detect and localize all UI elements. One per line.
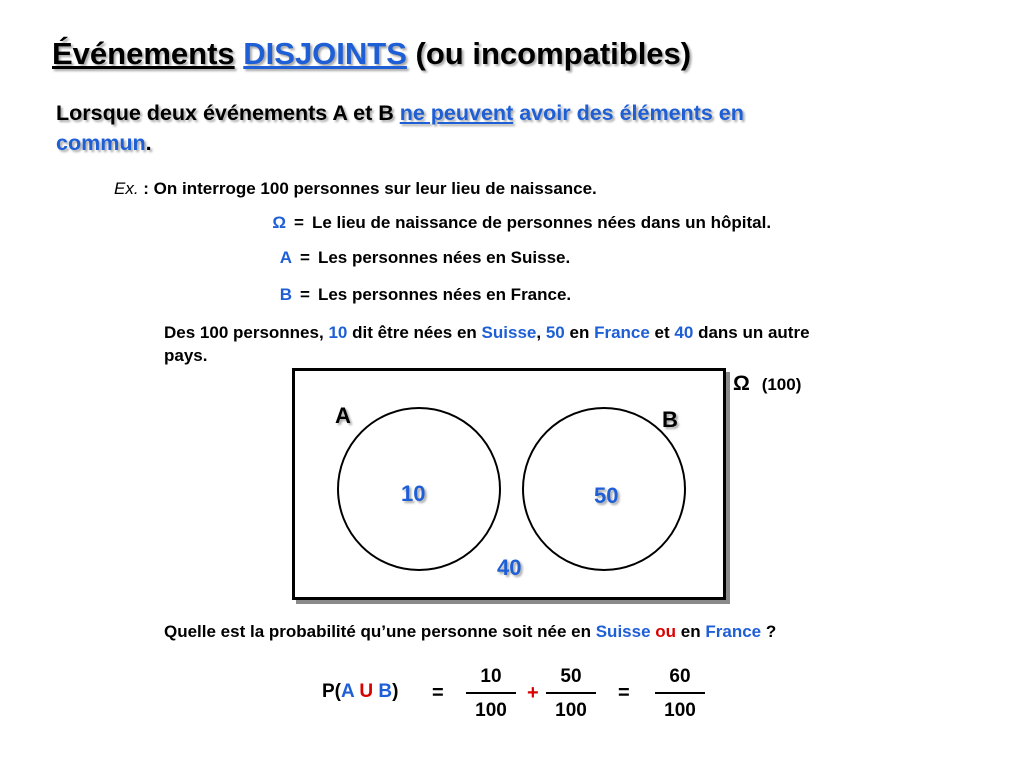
venn-value-a: 10 [401,481,426,506]
a-symbol: A [279,248,292,267]
statement-text: Des 100 personnes, [164,323,324,342]
statement-text: dit être nées en [352,323,477,342]
fraction-denominator: 100 [664,700,696,721]
intro-text [56,98,906,158]
intro-part3: commun [56,131,146,155]
fraction-numerator: 60 [655,666,705,694]
venn-label-b: B [662,407,678,432]
definition-text: Les personnes nées en Suisse. [317,248,571,267]
venn-value-b: 50 [594,483,619,508]
country-france: France [594,323,650,342]
fraction-denominator: 100 [475,700,507,721]
intro-part2: avoir des éléments en [519,101,744,125]
formula-b: B [378,681,393,702]
intro-link: ne peuvent [399,101,514,125]
omega-symbol: Ω [733,372,750,395]
equals-sign: = [300,285,310,304]
fraction-3 [655,666,705,722]
question [164,622,776,642]
statement [164,321,954,367]
example-text: : On interroge 100 personnes sur leur lieu de naissance. [143,179,597,198]
count-france: 50 [545,323,565,342]
definition-omega [264,213,771,233]
question-text: Quelle est la probabilité qu’une personne soit née en [164,622,591,641]
statement-text: , [536,323,542,342]
question-or: ou [655,622,677,641]
country-france: France [705,622,762,641]
fraction-numerator: 50 [546,666,596,694]
definition-a [270,248,570,268]
formula-p-open: P( [322,681,341,702]
venn-diagram [292,368,726,600]
statement-text: et [654,323,670,342]
count-suisse: 10 [328,323,348,342]
country-suisse: Suisse [595,622,651,641]
formula-lhs [322,681,398,703]
slide-title [52,36,691,72]
example-line [114,179,597,199]
definition-text: Les personnes nées en France. [317,285,572,304]
intro-part1: Lorsque deux événements A et B [56,101,394,125]
statement-text: pays. [164,346,208,365]
statement-text: dans un autre [698,323,810,342]
title-highlight: DISJOINTS [243,36,407,71]
equals-sign: = [300,248,310,267]
formula-equals-1: = [432,682,444,704]
formula-p-close: ) [392,681,399,702]
fraction-2 [546,666,596,722]
fraction-denominator: 100 [555,700,587,721]
example-label: Ex. [114,179,139,198]
count-other: 40 [674,323,694,342]
formula-a: A [341,681,355,702]
omega-symbol: Ω [272,213,286,232]
venn-total: (100) [761,375,802,394]
definition-text: Le lieu de naissance de personnes nées dans un hôpital. [311,213,772,232]
formula-union: U [359,681,374,702]
formula-equals-2: = [618,682,630,704]
question-text: en [680,622,701,641]
venn-label-a: A [335,403,351,428]
definition-b [270,285,571,305]
equals-sign: = [294,213,304,232]
fraction-1 [466,666,516,722]
venn-omega-label [733,372,801,396]
intro-end: . [145,131,152,155]
title-prefix: Événements [52,36,235,71]
statement-text: en [569,323,590,342]
venn-value-outside: 40 [497,555,522,580]
question-text: ? [765,622,777,641]
b-symbol: B [279,285,292,304]
country-suisse: Suisse [481,323,537,342]
formula-plus: + [527,682,539,704]
fraction-numerator: 10 [466,666,516,694]
title-suffix: (ou incompatibles) [415,36,692,71]
